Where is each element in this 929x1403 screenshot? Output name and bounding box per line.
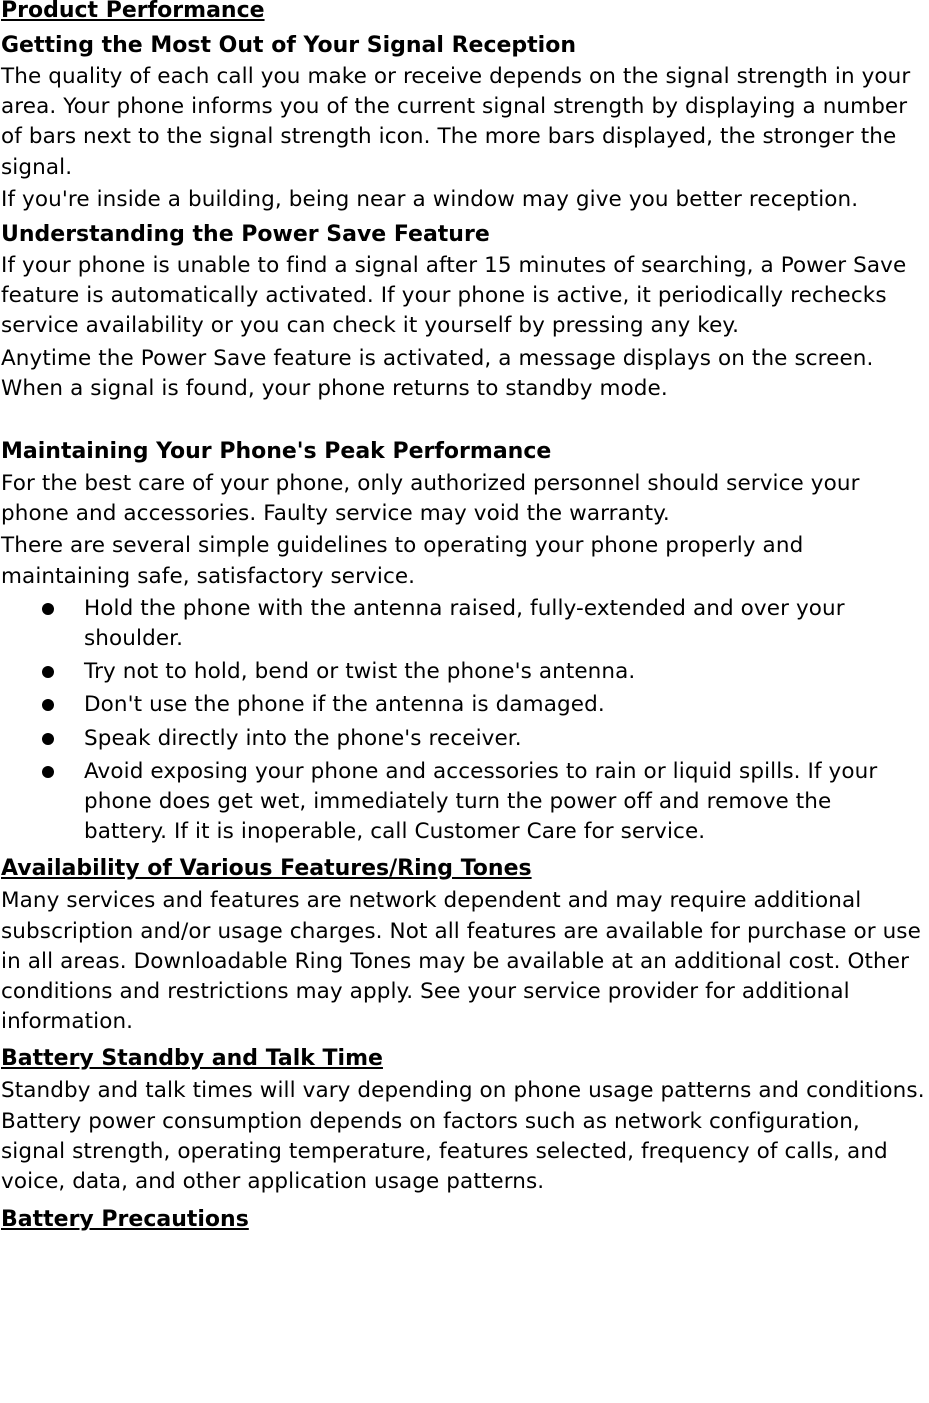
list-item-text: Speak directly into the phone's receiver.	[84, 725, 522, 751]
bullet-icon	[42, 733, 54, 745]
list-item	[1, 657, 929, 687]
battery-standby-paragraph: Standby and talk times will vary depending on phone usage patterns and conditions. Battery power consumption depends on factors such as network configuration, signal strength, operating temperature, features selected, frequency of calls, and voice, data, and other application usage patterns.	[1, 1078, 925, 1195]
list-item	[1, 594, 914, 654]
peak-performance-paragraph-2: There are several simple guidelines to operating your phone properly and maintaining safe, satisfactory service.	[1, 533, 804, 589]
list-item	[1, 724, 929, 754]
battery-precautions-heading: Battery Precautions	[1, 1207, 249, 1233]
signal-paragraph-1: The quality of each call you make or receive depends on the signal strength in your area. Your phone informs you of the current signal strength by displaying a number of bars next to the signal strength icon. The more bars displayed, the stronger the signal.	[1, 64, 911, 180]
availability-heading: Availability of Various Features/Ring Tones	[1, 856, 532, 882]
battery-standby-heading: Battery Standby and Talk Time	[1, 1046, 383, 1072]
peak-performance-paragraph-1: For the best care of your phone, only authorized personnel should service your phone and accessories. Faulty service may void the warranty.	[1, 471, 860, 527]
product-performance-heading: Product Performance	[1, 0, 265, 23]
list-item	[1, 757, 916, 848]
list-item-text: Don't use the phone if the antenna is damaged.	[84, 692, 605, 718]
list-item-text: Avoid exposing your phone and accessories to rain or liquid spills. If your phone does get wet, immediately turn the power off and remove the battery. If it is inoperable, call Customer Care for service.	[84, 758, 878, 845]
list-item	[1, 690, 929, 720]
care-guidelines-list	[1, 594, 929, 848]
power-save-paragraph-2: Anytime the Power Save feature is activated, a message displays on the screen. When a signal is found, your phone returns to standby mode.	[1, 345, 874, 401]
power-save-paragraph-1: If your phone is unable to find a signal after 15 minutes of searching, a Power Save feature is automatically activated. If your phone is active, it periodically rechecks service availability or you can check it yourself by pressing any key.	[1, 253, 907, 339]
bullet-icon	[42, 603, 54, 615]
availability-paragraph: Many services and features are network dependent and may require additional subscription and/or usage charges. Not all features are available for purchase or use in all areas. Downloadable Ring Tones may be available at an additional cost. Other conditions and restrictions may apply. See your service provider for additional information.	[1, 888, 921, 1035]
signal-paragraph-2: If you're inside a building, being near a window may give you better reception.	[1, 186, 859, 212]
power-save-heading: Understanding the Power Save Feature	[1, 222, 490, 248]
document-page	[1, 0, 929, 1234]
list-item-text: Try not to hold, bend or twist the phone's antenna.	[84, 659, 636, 685]
signal-heading: Getting the Most Out of Your Signal Reception	[1, 33, 576, 58]
bullet-icon	[42, 699, 54, 711]
list-item-text: Hold the phone with the antenna raised, fully-extended and over your shoulder.	[84, 595, 845, 652]
bullet-icon	[42, 766, 54, 778]
peak-performance-heading: Maintaining Your Phone's Peak Performance	[1, 439, 552, 465]
bullet-icon	[42, 666, 54, 678]
